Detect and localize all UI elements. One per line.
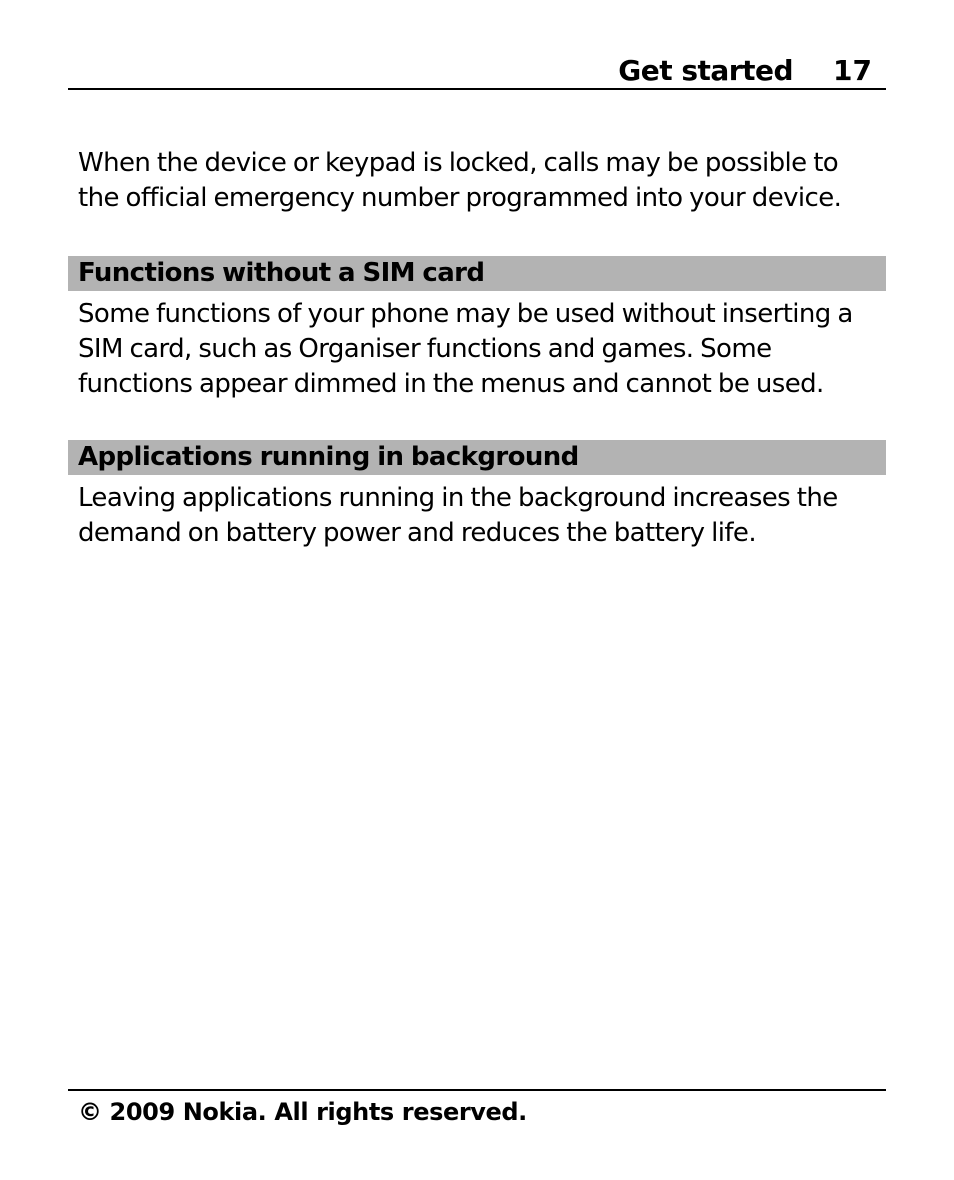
page-number: 17 — [833, 54, 872, 87]
section-heading-functions-without-sim: Functions without a SIM card — [68, 256, 886, 291]
section-body-applications-background: Leaving applications running in the background increases the demand on battery power and reduces the battery life. — [78, 483, 838, 548]
section-title: Get started — [618, 54, 794, 87]
section-body-functions-without-sim: Some functions of your phone may be used without inserting a SIM card, such as Organiser functions and games. Some functions appear dimmed in the menus and cannot be used. — [78, 299, 853, 399]
page-footer — [68, 1089, 886, 1127]
intro-paragraph: When the device or keypad is locked, calls may be possible to the official emergency number programmed into your device. — [78, 148, 842, 213]
copyright-text: © 2009 Nokia. All rights reserved. — [78, 1098, 527, 1126]
section-heading-applications-background: Applications running in background — [68, 440, 886, 475]
page-header — [68, 50, 886, 90]
page-content — [68, 146, 886, 551]
